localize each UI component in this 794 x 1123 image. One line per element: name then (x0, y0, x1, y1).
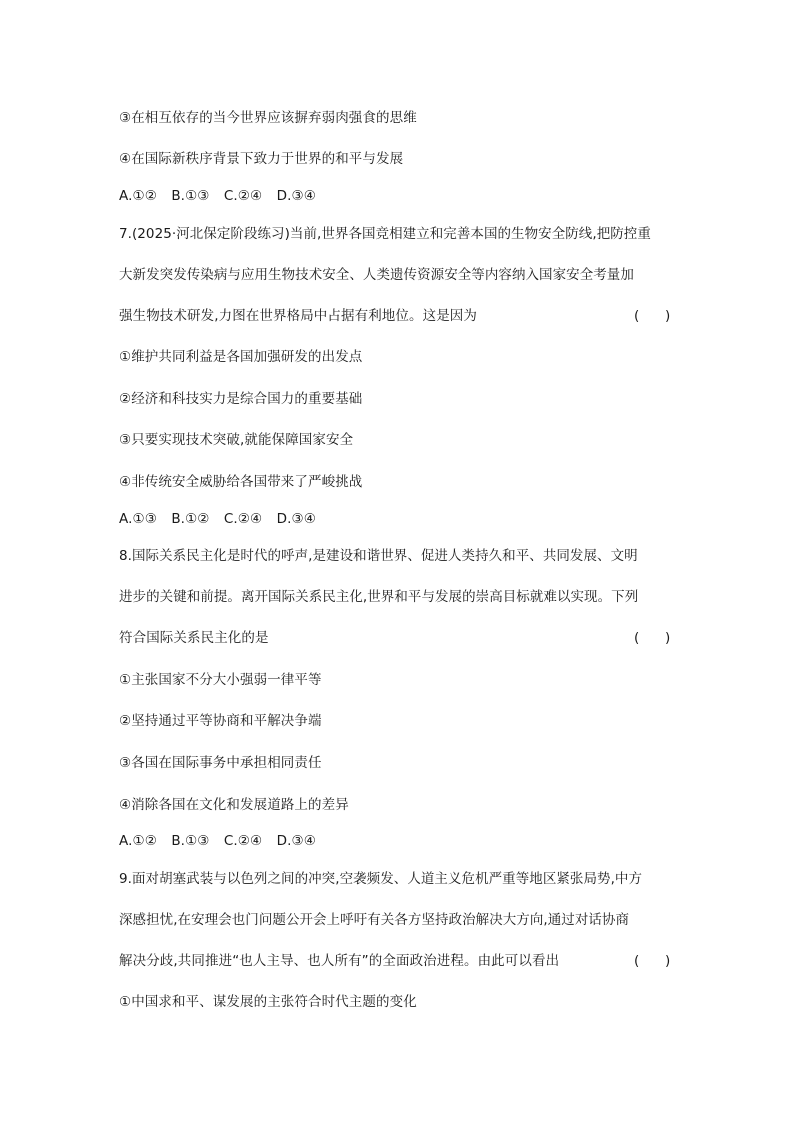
q6-choice-b: B.①③ (171, 188, 210, 204)
q6-option-4: ④在国际新秩序背景下致力于世界的和平与发展 (119, 151, 404, 167)
q7-answer-choices (119, 509, 326, 529)
q8-option-1: ①主张国家不分大小强弱一律平等 (119, 672, 322, 688)
q8-option-4: ④消除各国在文化和发展道路上的差异 (119, 797, 349, 813)
q8-choice-c: C.②④ (223, 833, 263, 849)
q6-choice-a: A.①② (119, 188, 157, 204)
q7-choice-d: D.③④ (276, 511, 316, 527)
q6-choice-c: C.②④ (223, 188, 263, 204)
q9-stem-line-1: 9.面对胡塞武装与以色列之间的冲突,空袭频发、人道主义危机严重等地区紧张局势,中方 (119, 871, 643, 887)
q7-choice-a: A.①③ (119, 511, 157, 527)
q7-answer-bracket: ( ) (634, 308, 671, 324)
q6-choice-d: D.③④ (276, 188, 316, 204)
q9-stem-line-2: 深感担忧,在安理会也门问题公开会上呼吁有关各方坚持政治解决大方向,通过对话协商 (119, 912, 630, 928)
q7-option-2: ②经济和科技实力是综合国力的重要基础 (119, 391, 363, 407)
q6-option-3: ③在相互依存的当今世界应该摒弃弱肉强食的思维 (119, 110, 417, 126)
q8-choice-b: B.①③ (171, 833, 210, 849)
q7-stem-line-3: 强生物技术研发,力图在世界格局中占据有利地位。这是因为 (119, 308, 477, 324)
q8-stem-line-3: 符合国际关系民主化的是 (119, 630, 269, 646)
q7-option-3: ③只要实现技术突破,就能保障国家安全 (119, 432, 354, 448)
q9-stem-line-3: 解决分歧,共同推进“也人主导、也人所有”的全面政治进程。由此可以看出 (119, 953, 560, 969)
q9-answer-bracket: ( ) (634, 953, 671, 969)
q8-stem-line-1: 8.国际关系民主化是时代的呼声,是建设和谐世界、促进人类持久和平、共同发展、文明 (119, 548, 638, 564)
q9-option-1: ①中国求和平、谋发展的主张符合时代主题的变化 (119, 994, 417, 1010)
q8-option-3: ③各国在国际事务中承担相同责任 (119, 755, 322, 771)
q7-choice-c: C.②④ (223, 511, 263, 527)
q7-stem-line-1: 7.(2025·河北保定阶段练习)当前,世界各国竞相建立和完善本国的生物安全防线,把防控重 (119, 226, 651, 242)
q7-option-1: ①维护共同利益是各国加强研发的出发点 (119, 349, 363, 365)
q7-stem-line-2: 大新发突发传染病与应用生物技术安全、人类遗传资源安全等内容纳入国家安全考量加 (119, 267, 634, 283)
q8-choice-d: D.③④ (276, 833, 316, 849)
q8-answer-choices (119, 831, 326, 851)
q8-choice-a: A.①② (119, 833, 157, 849)
q8-option-2: ②坚持通过平等协商和平解决争端 (119, 713, 322, 729)
q8-answer-bracket: ( ) (634, 630, 671, 646)
q7-choice-b: B.①② (171, 511, 210, 527)
q8-stem-line-2: 进步的关键和前提。离开国际关系民主化,世界和平与发展的崇高目标就难以实现。下列 (119, 589, 639, 605)
q7-option-4: ④非传统安全威胁给各国带来了严峻挑战 (119, 474, 363, 490)
q6-answer-choices (119, 186, 326, 206)
